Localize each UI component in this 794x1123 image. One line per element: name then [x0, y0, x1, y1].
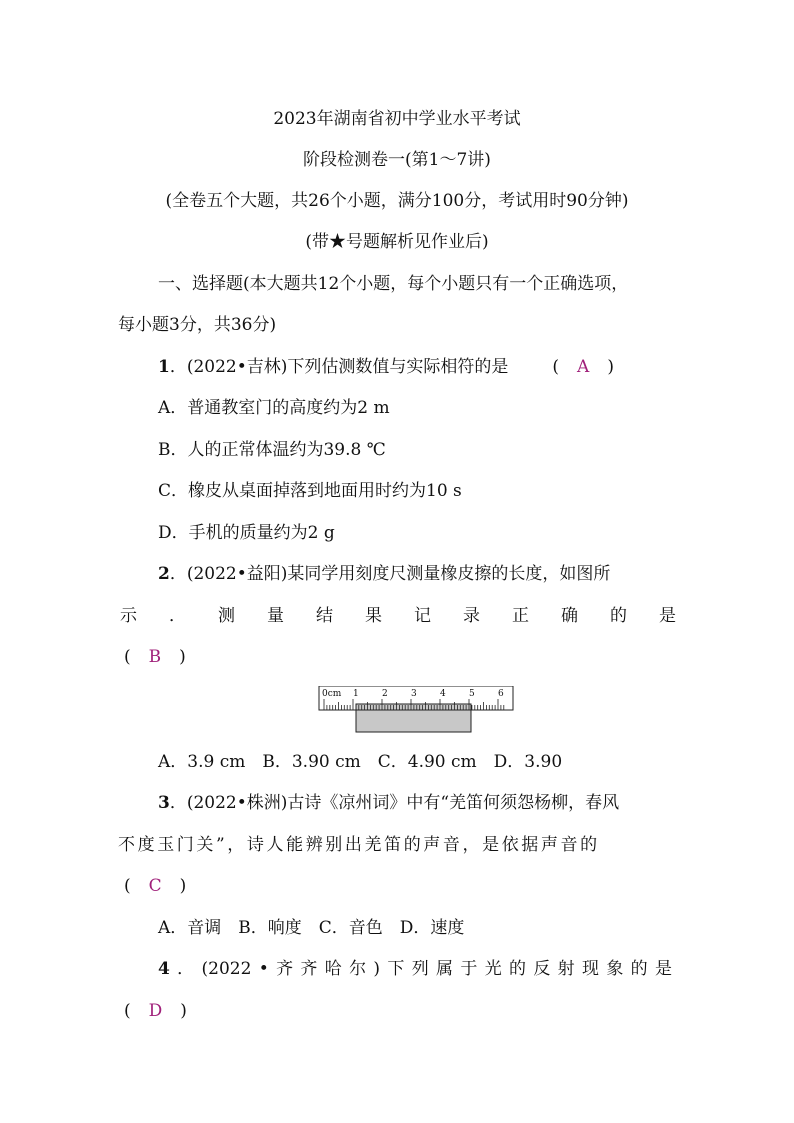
ruler-figure: [318, 686, 514, 734]
stem-char: 射: [557, 959, 575, 979]
question-1-option-c: C．橡皮从桌面掉落到地面用时约为10 s: [158, 481, 462, 501]
question-2-number: 2: [158, 564, 170, 584]
answer-bracket-close: ): [180, 1001, 187, 1021]
ruler-label-2: 2: [382, 689, 388, 699]
question-2-stem-line1: [158, 562, 610, 586]
question-2-answer: B: [148, 647, 162, 667]
answer-bracket-open: (: [124, 647, 131, 667]
stem-char: ．: [169, 606, 186, 626]
question-1-option-d: D．手机的质量约为2 g: [158, 523, 335, 543]
question-4-answer: D: [148, 1001, 163, 1021]
question-3-stem-line1: [158, 791, 619, 815]
question-4-stem: [158, 957, 672, 981]
stem-char: 的: [610, 606, 627, 626]
question-3-number: 3: [158, 793, 170, 813]
ruler-label-3: 3: [411, 689, 417, 699]
exam-subtitle: 阶段检测卷一(第1～7讲): [303, 150, 491, 170]
question-2-text: ．(2022•益阳)某同学用刻度尺测量橡皮擦的长度，如图所: [169, 564, 611, 584]
question-1-stem: [158, 355, 614, 379]
stem-char: 现: [582, 959, 599, 979]
stem-char: 下: [387, 959, 405, 979]
answer-bracket-close: ): [179, 647, 186, 667]
stem-char: 量: [267, 606, 284, 626]
ruler-label-5: 5: [469, 689, 475, 699]
stem-char: 齐: [276, 959, 294, 979]
question-2-options: A．3.9 cm B．3.90 cm C．4.90 cm D．3.90: [158, 752, 563, 772]
answer-bracket-open: (: [124, 1001, 131, 1021]
question-2-stem-line2: [120, 604, 676, 628]
stem-char: 列: [411, 959, 429, 979]
question-1-number: 1: [158, 357, 170, 377]
question-1-answer: A: [577, 357, 590, 377]
stem-char: 正: [512, 606, 529, 626]
section-heading-line2: 每小题3分，共36分): [118, 315, 277, 335]
question-4-number: 4: [158, 959, 170, 979]
stem-char: 记: [414, 606, 431, 626]
stem-char: 结: [316, 606, 333, 626]
stem-char: 属: [436, 959, 454, 979]
stem-char: ．: [177, 959, 195, 979]
answer-bracket-close: ): [607, 357, 614, 377]
stem-char: (2022: [201, 959, 252, 979]
star-note: (带★号题解析见作业后): [305, 232, 489, 252]
stem-char: 哈: [324, 959, 342, 979]
ruler-label-0: 0cm: [322, 689, 342, 699]
question-3-stem-line2: 不度玉门关”，诗人能辨别出羌笛的声音，是依据声音的: [118, 835, 600, 855]
stem-char: 象: [606, 959, 624, 979]
answer-bracket-open: (: [124, 876, 131, 896]
answer-bracket-open: (: [552, 357, 560, 377]
stem-char: 确: [561, 606, 578, 626]
stem-char: 齐: [300, 959, 318, 979]
question-3-answer: C: [148, 876, 162, 896]
stem-char: 反: [533, 959, 551, 979]
question-3-options: A．音调 B．响度 C．音色 D．速度: [158, 918, 465, 938]
section-heading-line1: 一、选择题(本大题共12个小题，每个小题只有一个正确选项，: [158, 274, 629, 294]
ruler-label-4: 4: [440, 689, 446, 699]
stem-char: 尔: [349, 959, 367, 979]
stem-char: •: [258, 959, 269, 979]
stem-char: 光: [484, 959, 502, 979]
ruler-label-6: 6: [498, 689, 504, 699]
answer-bracket-close: ): [179, 876, 187, 896]
stem-char: 果: [365, 606, 382, 626]
stem-char: 的: [630, 959, 648, 979]
stem-char: 示: [120, 606, 137, 626]
question-4-answer-line: [124, 999, 187, 1023]
question-1-text: ．(2022•吉林)下列估测数值与实际相符的是: [169, 357, 509, 377]
question-2-answer-line: [124, 645, 186, 669]
stem-char: ): [373, 959, 381, 979]
stem-char: 于: [460, 959, 478, 979]
ruler-label-1: 1: [353, 689, 359, 699]
stem-char: 的: [509, 959, 527, 979]
stem-char: 录: [463, 606, 480, 626]
stem-char: 是: [654, 959, 672, 979]
stem-char: 是: [659, 606, 676, 626]
question-1-option-b: B．人的正常体温约为39.8 ℃: [158, 440, 386, 460]
stem-char: 测: [218, 606, 235, 626]
question-3-text: ．(2022•株洲)古诗《凉州词》中有“羌笛何须怨杨柳，春风: [169, 793, 620, 813]
question-1-option-a: A．普通教室门的高度约为2 m: [158, 398, 390, 418]
exam-note: (全卷五个大题，共26个小题，满分100分，考试用时90分钟): [165, 191, 629, 211]
exam-title: 2023年湖南省初中学业水平考试: [273, 109, 521, 129]
question-3-answer-line: [124, 874, 186, 898]
